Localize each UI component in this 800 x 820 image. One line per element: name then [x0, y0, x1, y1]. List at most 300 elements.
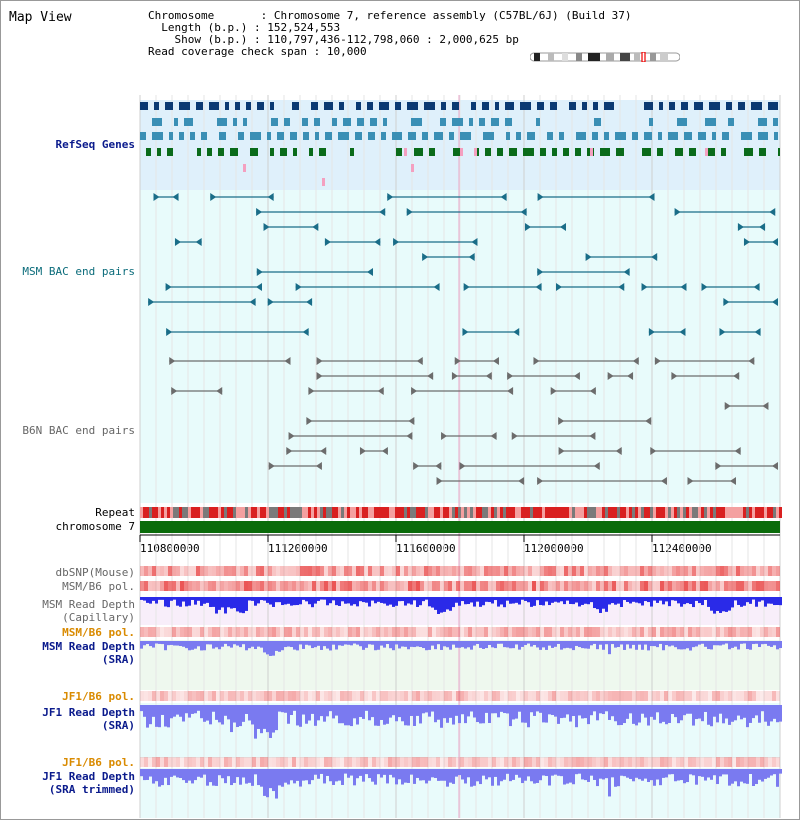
polymorphism-bin: [464, 566, 468, 576]
read-depth-bin: [263, 597, 266, 601]
repeat-feature: [623, 507, 626, 518]
polymorphism-bin: [260, 691, 264, 701]
gene-feature: [505, 102, 514, 110]
polymorphism-bin: [668, 566, 672, 576]
polymorphism-bin: [624, 566, 628, 576]
repeat-feature: [146, 507, 149, 518]
read-depth-bin: [380, 769, 383, 778]
read-depth-bin: [584, 705, 587, 718]
polymorphism-bin: [236, 691, 240, 701]
polymorphism-bin: [528, 581, 532, 591]
read-depth-bin: [437, 769, 440, 781]
read-depth-bin: [464, 705, 467, 723]
polymorphism-bin: [552, 566, 556, 576]
polymorphism-bin: [144, 757, 148, 767]
polymorphism-bin: [448, 627, 452, 637]
polymorphism-bin: [164, 691, 168, 701]
read-depth-bin: [503, 641, 506, 647]
read-depth-bin: [563, 705, 566, 718]
polymorphism-bin: [380, 691, 384, 701]
polymorphism-bin: [444, 581, 448, 591]
read-depth-bin: [497, 597, 500, 607]
polymorphism-bin: [316, 691, 320, 701]
repeat-feature: [176, 507, 179, 518]
repeat-feature: [530, 507, 533, 518]
track-label-repeat[interactable]: Repeat: [95, 506, 135, 519]
polymorphism-bin: [488, 757, 492, 767]
polymorphism-bin: [196, 566, 200, 576]
read-depth-bin: [173, 769, 176, 776]
polymorphism-bin: [272, 581, 276, 591]
repeat-feature: [398, 507, 401, 518]
read-depth-bin: [725, 769, 728, 774]
polymorphism-bin: [752, 581, 756, 591]
polymorphism-bin: [300, 627, 304, 637]
polymorphism-bin: [620, 566, 624, 576]
gene-feature: [411, 118, 422, 126]
read-depth-bin: [740, 769, 743, 782]
gene-feature: [309, 148, 313, 156]
polymorphism-bin: [208, 627, 212, 637]
read-depth-bin: [701, 769, 704, 777]
track-label-msm-b6-pol-2[interactable]: MSM/B6 pol.: [62, 626, 135, 639]
polymorphism-bin: [660, 627, 664, 637]
read-depth-bin: [587, 641, 590, 649]
repeat-feature: [776, 507, 779, 518]
read-depth-bin: [392, 641, 395, 650]
read-depth-bin: [176, 769, 179, 777]
polymorphism-bin: [328, 581, 332, 591]
polymorphism-bin: [628, 757, 632, 767]
read-depth-bin: [665, 597, 668, 601]
polymorphism-bin: [492, 581, 496, 591]
read-depth-bin: [473, 705, 476, 718]
polymorphism-bin: [544, 566, 548, 576]
read-depth-bin: [698, 641, 701, 645]
polymorphism-bin: [492, 566, 496, 576]
gene-feature: [751, 102, 762, 110]
polymorphism-bin: [744, 757, 748, 767]
track-label-b6n-bac[interactable]: B6N BAC end pairs: [22, 424, 135, 437]
read-depth-bin: [275, 597, 278, 602]
read-depth-bin: [140, 705, 143, 711]
read-depth-bin: [728, 705, 731, 725]
polymorphism-bin: [472, 691, 476, 701]
read-depth-bin: [467, 597, 470, 604]
read-depth-bin: [290, 597, 293, 606]
read-depth-bin: [419, 705, 422, 723]
polymorphism-bin: [740, 566, 744, 576]
gene-feature: [217, 118, 227, 126]
repeat-feature: [332, 507, 335, 518]
polymorphism-bin: [424, 566, 428, 576]
repeat-feature: [257, 507, 260, 518]
gene-feature: [338, 132, 349, 140]
repeat-feature: [470, 507, 473, 518]
polymorphism-bin: [272, 566, 276, 576]
repeat-feature: [695, 507, 698, 518]
polymorphism-bin: [520, 691, 524, 701]
polymorphism-bin: [496, 757, 500, 767]
gene-feature: [209, 102, 219, 110]
polymorphism-bin: [208, 757, 212, 767]
read-depth-bin: [578, 641, 581, 647]
repeat-feature: [236, 507, 239, 518]
read-depth-bin: [713, 705, 716, 717]
polymorphism-bin: [260, 566, 264, 576]
read-depth-bin: [746, 769, 749, 784]
track-label-line: (Capillary): [62, 611, 135, 624]
read-depth-bin: [383, 705, 386, 725]
gene-feature: [314, 118, 320, 126]
read-depth-bin: [728, 597, 731, 611]
gene-feature: [246, 102, 251, 110]
read-depth-bin: [242, 597, 245, 613]
read-depth-bin: [524, 641, 527, 645]
read-depth-bin: [341, 769, 344, 785]
polymorphism-bin: [712, 757, 716, 767]
track-label-msm-bac[interactable]: MSM BAC end pairs: [22, 265, 135, 278]
read-depth-bin: [512, 641, 515, 648]
repeat-feature: [569, 507, 572, 518]
read-depth-bin: [305, 705, 308, 724]
read-depth-bin: [641, 705, 644, 714]
polymorphism-bin: [560, 691, 564, 701]
polymorphism-bin: [476, 581, 480, 591]
track-label-jf1-b6-pol-2[interactable]: JF1/B6 pol.: [62, 756, 135, 769]
polymorphism-bin: [176, 627, 180, 637]
repeat-feature: [383, 507, 386, 518]
read-depth-bin: [461, 705, 464, 714]
read-depth-bin: [677, 769, 680, 780]
gene-feature: [698, 132, 706, 140]
polymorphism-bin: [140, 566, 144, 576]
polymorphism-bin: [372, 581, 376, 591]
read-depth-bin: [218, 769, 221, 775]
polymorphism-bin: [536, 566, 540, 576]
read-depth-bin: [719, 597, 722, 613]
read-depth-bin: [626, 641, 629, 644]
polymorphism-bin: [172, 757, 176, 767]
axis-tick-label: 110800000: [140, 542, 200, 555]
read-depth-bin: [395, 705, 398, 721]
gene-feature: [332, 118, 337, 126]
polymorphism-bin: [496, 566, 500, 576]
read-depth-bin: [449, 597, 452, 611]
read-depth-bin: [515, 641, 518, 644]
gene-feature: [243, 164, 246, 172]
read-depth-bin: [296, 769, 299, 781]
read-depth-bin: [569, 597, 572, 604]
polymorphism-bin: [664, 757, 668, 767]
read-depth-bin: [140, 641, 143, 649]
polymorphism-bin: [752, 627, 756, 637]
polymorphism-bin: [532, 691, 536, 701]
polymorphism-bin: [632, 581, 636, 591]
repeat-feature: [467, 507, 470, 518]
polymorphism-bin: [688, 627, 692, 637]
read-depth-bin: [539, 641, 542, 650]
read-depth-bin: [404, 769, 407, 783]
read-depth-bin: [755, 769, 758, 784]
polymorphism-bin: [412, 566, 416, 576]
repeat-feature: [533, 507, 536, 518]
repeat-feature: [161, 507, 164, 518]
read-depth-bin: [248, 597, 251, 600]
polymorphism-bin: [348, 581, 352, 591]
polymorphism-bin: [368, 691, 372, 701]
read-depth-bin: [281, 705, 284, 712]
repeat-feature: [389, 507, 392, 518]
polymorphism-bin: [224, 757, 228, 767]
read-depth-bin: [563, 641, 566, 648]
repeat-feature: [578, 507, 581, 518]
read-depth-bin: [536, 641, 539, 647]
read-depth-bin: [716, 769, 719, 784]
polymorphism-bin: [692, 691, 696, 701]
track-label-line: MSM Read Depth: [42, 640, 135, 653]
polymorphism-bin: [356, 691, 360, 701]
polymorphism-bin: [156, 566, 160, 576]
read-depth-bin: [245, 597, 248, 611]
read-depth-bin: [659, 705, 662, 723]
read-depth-bin: [272, 769, 275, 791]
polymorphism-bin: [372, 627, 376, 637]
repeat-feature: [203, 507, 206, 518]
polymorphism-bin: [380, 757, 384, 767]
read-depth-bin: [539, 705, 542, 713]
read-depth-bin: [494, 597, 497, 600]
read-depth-bin: [707, 705, 710, 725]
read-depth-bin: [488, 769, 491, 777]
polymorphism-bin: [452, 757, 456, 767]
polymorphism-bin: [584, 691, 588, 701]
polymorphism-bin: [152, 627, 156, 637]
read-depth-bin: [425, 641, 428, 650]
repeat-feature: [266, 507, 269, 518]
read-depth-bin: [299, 705, 302, 727]
polymorphism-bin: [356, 627, 360, 637]
read-depth-bin: [596, 597, 599, 609]
polymorphism-bin: [344, 627, 348, 637]
repeat-feature: [689, 507, 692, 518]
read-depth-bin: [758, 597, 761, 602]
track-label-jf1-b6-pol[interactable]: JF1/B6 pol.: [62, 690, 135, 703]
polymorphism-bin: [672, 581, 676, 591]
polymorphism-bin: [540, 691, 544, 701]
polymorphism-bin: [232, 627, 236, 637]
gene-feature: [356, 102, 361, 110]
read-depth-bin: [479, 641, 482, 648]
read-depth-bin: [227, 641, 230, 646]
polymorphism-bin: [320, 627, 324, 637]
read-depth-bin: [530, 769, 533, 781]
read-depth-bin: [398, 597, 401, 601]
gene-feature: [271, 118, 278, 126]
gene-feature: [592, 132, 598, 140]
read-depth-bin: [530, 597, 533, 607]
polymorphism-bin: [572, 566, 576, 576]
read-depth-bin: [422, 705, 425, 713]
track-label-dbsnp[interactable]: dbSNP(Mouse): [55, 566, 135, 579]
polymorphism-bin: [396, 566, 400, 576]
read-depth-bin: [365, 597, 368, 603]
read-depth-bin: [206, 597, 209, 603]
polymorphism-bin: [504, 627, 508, 637]
polymorphism-bin: [476, 691, 480, 701]
read-depth-bin: [305, 597, 308, 601]
read-depth-bin: [449, 705, 452, 718]
polymorphism-bin: [352, 691, 356, 701]
gene-feature: [392, 132, 402, 140]
read-depth-bin: [209, 641, 212, 644]
polymorphism-bin: [656, 757, 660, 767]
polymorphism-bin: [220, 757, 224, 767]
polymorphism-bin: [240, 581, 244, 591]
gene-feature: [343, 118, 351, 126]
read-depth-bin: [539, 597, 542, 605]
read-depth-bin: [152, 597, 155, 601]
read-depth-bin: [356, 705, 359, 725]
gene-feature: [311, 102, 318, 110]
polymorphism-bin: [300, 581, 304, 591]
polymorphism-bin: [440, 691, 444, 701]
read-depth-bin: [701, 705, 704, 721]
polymorphism-bin: [348, 757, 352, 767]
read-depth-bin: [290, 705, 293, 715]
polymorphism-bin: [404, 581, 408, 591]
polymorphism-bin: [604, 566, 608, 576]
polymorphism-bin: [776, 581, 780, 591]
read-depth-bin: [743, 705, 746, 718]
read-depth-bin: [767, 769, 770, 778]
read-depth-bin: [515, 769, 518, 775]
gene-feature: [325, 132, 332, 140]
read-depth-bin: [659, 597, 662, 601]
polymorphism-bin: [728, 627, 732, 637]
read-depth-bin: [476, 597, 479, 602]
read-depth-bin: [566, 597, 569, 601]
axis-tick-label: 112000000: [524, 542, 584, 555]
track-label-chromosome[interactable]: chromosome 7: [55, 520, 135, 533]
polymorphism-bin: [668, 581, 672, 591]
polymorphism-bin: [264, 691, 268, 701]
read-depth-bin: [194, 641, 197, 649]
repeat-feature: [575, 507, 578, 518]
repeat-feature: [635, 507, 638, 518]
gene-feature: [368, 132, 375, 140]
polymorphism-bin: [164, 627, 168, 637]
polymorphism-bin: [760, 757, 764, 767]
polymorphism-bin: [776, 627, 780, 637]
polymorphism-bin: [632, 691, 636, 701]
gene-feature: [303, 132, 309, 140]
polymorphism-bin: [644, 757, 648, 767]
polymorphism-bin: [544, 627, 548, 637]
read-depth-bin: [707, 769, 710, 777]
polymorphism-bin: [736, 757, 740, 767]
polymorphism-bin: [476, 566, 480, 576]
read-depth-bin: [332, 597, 335, 600]
read-depth-bin: [392, 597, 395, 607]
polymorphism-bin: [660, 757, 664, 767]
read-depth-bin: [671, 705, 674, 714]
read-depth-bin: [212, 705, 215, 712]
read-depth-bin: [674, 641, 677, 647]
polymorphism-bin: [440, 757, 444, 767]
read-depth-bin: [710, 641, 713, 649]
gene-feature: [712, 132, 716, 140]
read-depth-bin: [713, 597, 716, 614]
polymorphism-bin: [708, 581, 712, 591]
read-depth-bin: [332, 769, 335, 785]
read-depth-bin: [722, 769, 725, 774]
repeat-feature: [602, 507, 605, 518]
polymorphism-bin: [288, 691, 292, 701]
read-depth-bin: [629, 641, 632, 648]
track-label-refseq[interactable]: RefSeq Genes: [55, 138, 135, 151]
read-depth-bin: [512, 705, 515, 719]
polymorphism-bin: [532, 566, 536, 576]
read-depth-bin: [386, 769, 389, 783]
read-depth-bin: [191, 597, 194, 600]
read-depth-bin: [731, 705, 734, 722]
polymorphism-bin: [456, 757, 460, 767]
read-depth-bin: [341, 597, 344, 601]
repeat-feature: [746, 507, 749, 518]
read-depth-bin: [551, 705, 554, 715]
read-depth-bin: [236, 769, 239, 777]
polymorphism-bin: [276, 757, 280, 767]
polymorphism-bin: [364, 627, 368, 637]
read-depth-bin: [725, 705, 728, 719]
read-depth-bin: [779, 705, 782, 722]
polymorphism-bin: [596, 691, 600, 701]
read-depth-bin: [251, 597, 254, 601]
read-depth-bin: [767, 597, 770, 604]
polymorphism-bin: [452, 691, 456, 701]
polymorphism-bin: [340, 691, 344, 701]
polymorphism-bin: [416, 627, 420, 637]
track-label-msm-b6-pol[interactable]: MSM/B6 pol.: [62, 580, 135, 593]
polymorphism-bin: [244, 566, 248, 576]
polymorphism-bin: [212, 566, 216, 576]
polymorphism-bin: [468, 566, 472, 576]
read-depth-bin: [449, 769, 452, 783]
polymorphism-bin: [292, 691, 296, 701]
polymorphism-bin: [392, 566, 396, 576]
polymorphism-bin: [200, 581, 204, 591]
repeat-feature: [512, 507, 515, 518]
read-depth-bin: [308, 769, 311, 784]
polymorphism-bin: [308, 627, 312, 637]
polymorphism-bin: [140, 627, 144, 637]
read-depth-bin: [242, 769, 245, 777]
read-depth-bin: [401, 769, 404, 785]
read-depth-bin: [263, 641, 266, 652]
read-depth-bin: [746, 597, 749, 602]
read-depth-bin: [296, 597, 299, 605]
gene-feature: [460, 132, 471, 140]
read-depth-bin: [458, 769, 461, 775]
read-depth-bin: [314, 641, 317, 647]
polymorphism-bin: [668, 691, 672, 701]
read-depth-bin: [293, 705, 296, 711]
read-depth-bin: [662, 641, 665, 650]
read-depth-bin: [290, 769, 293, 780]
read-depth-bin: [209, 597, 212, 607]
read-depth-bin: [683, 641, 686, 649]
